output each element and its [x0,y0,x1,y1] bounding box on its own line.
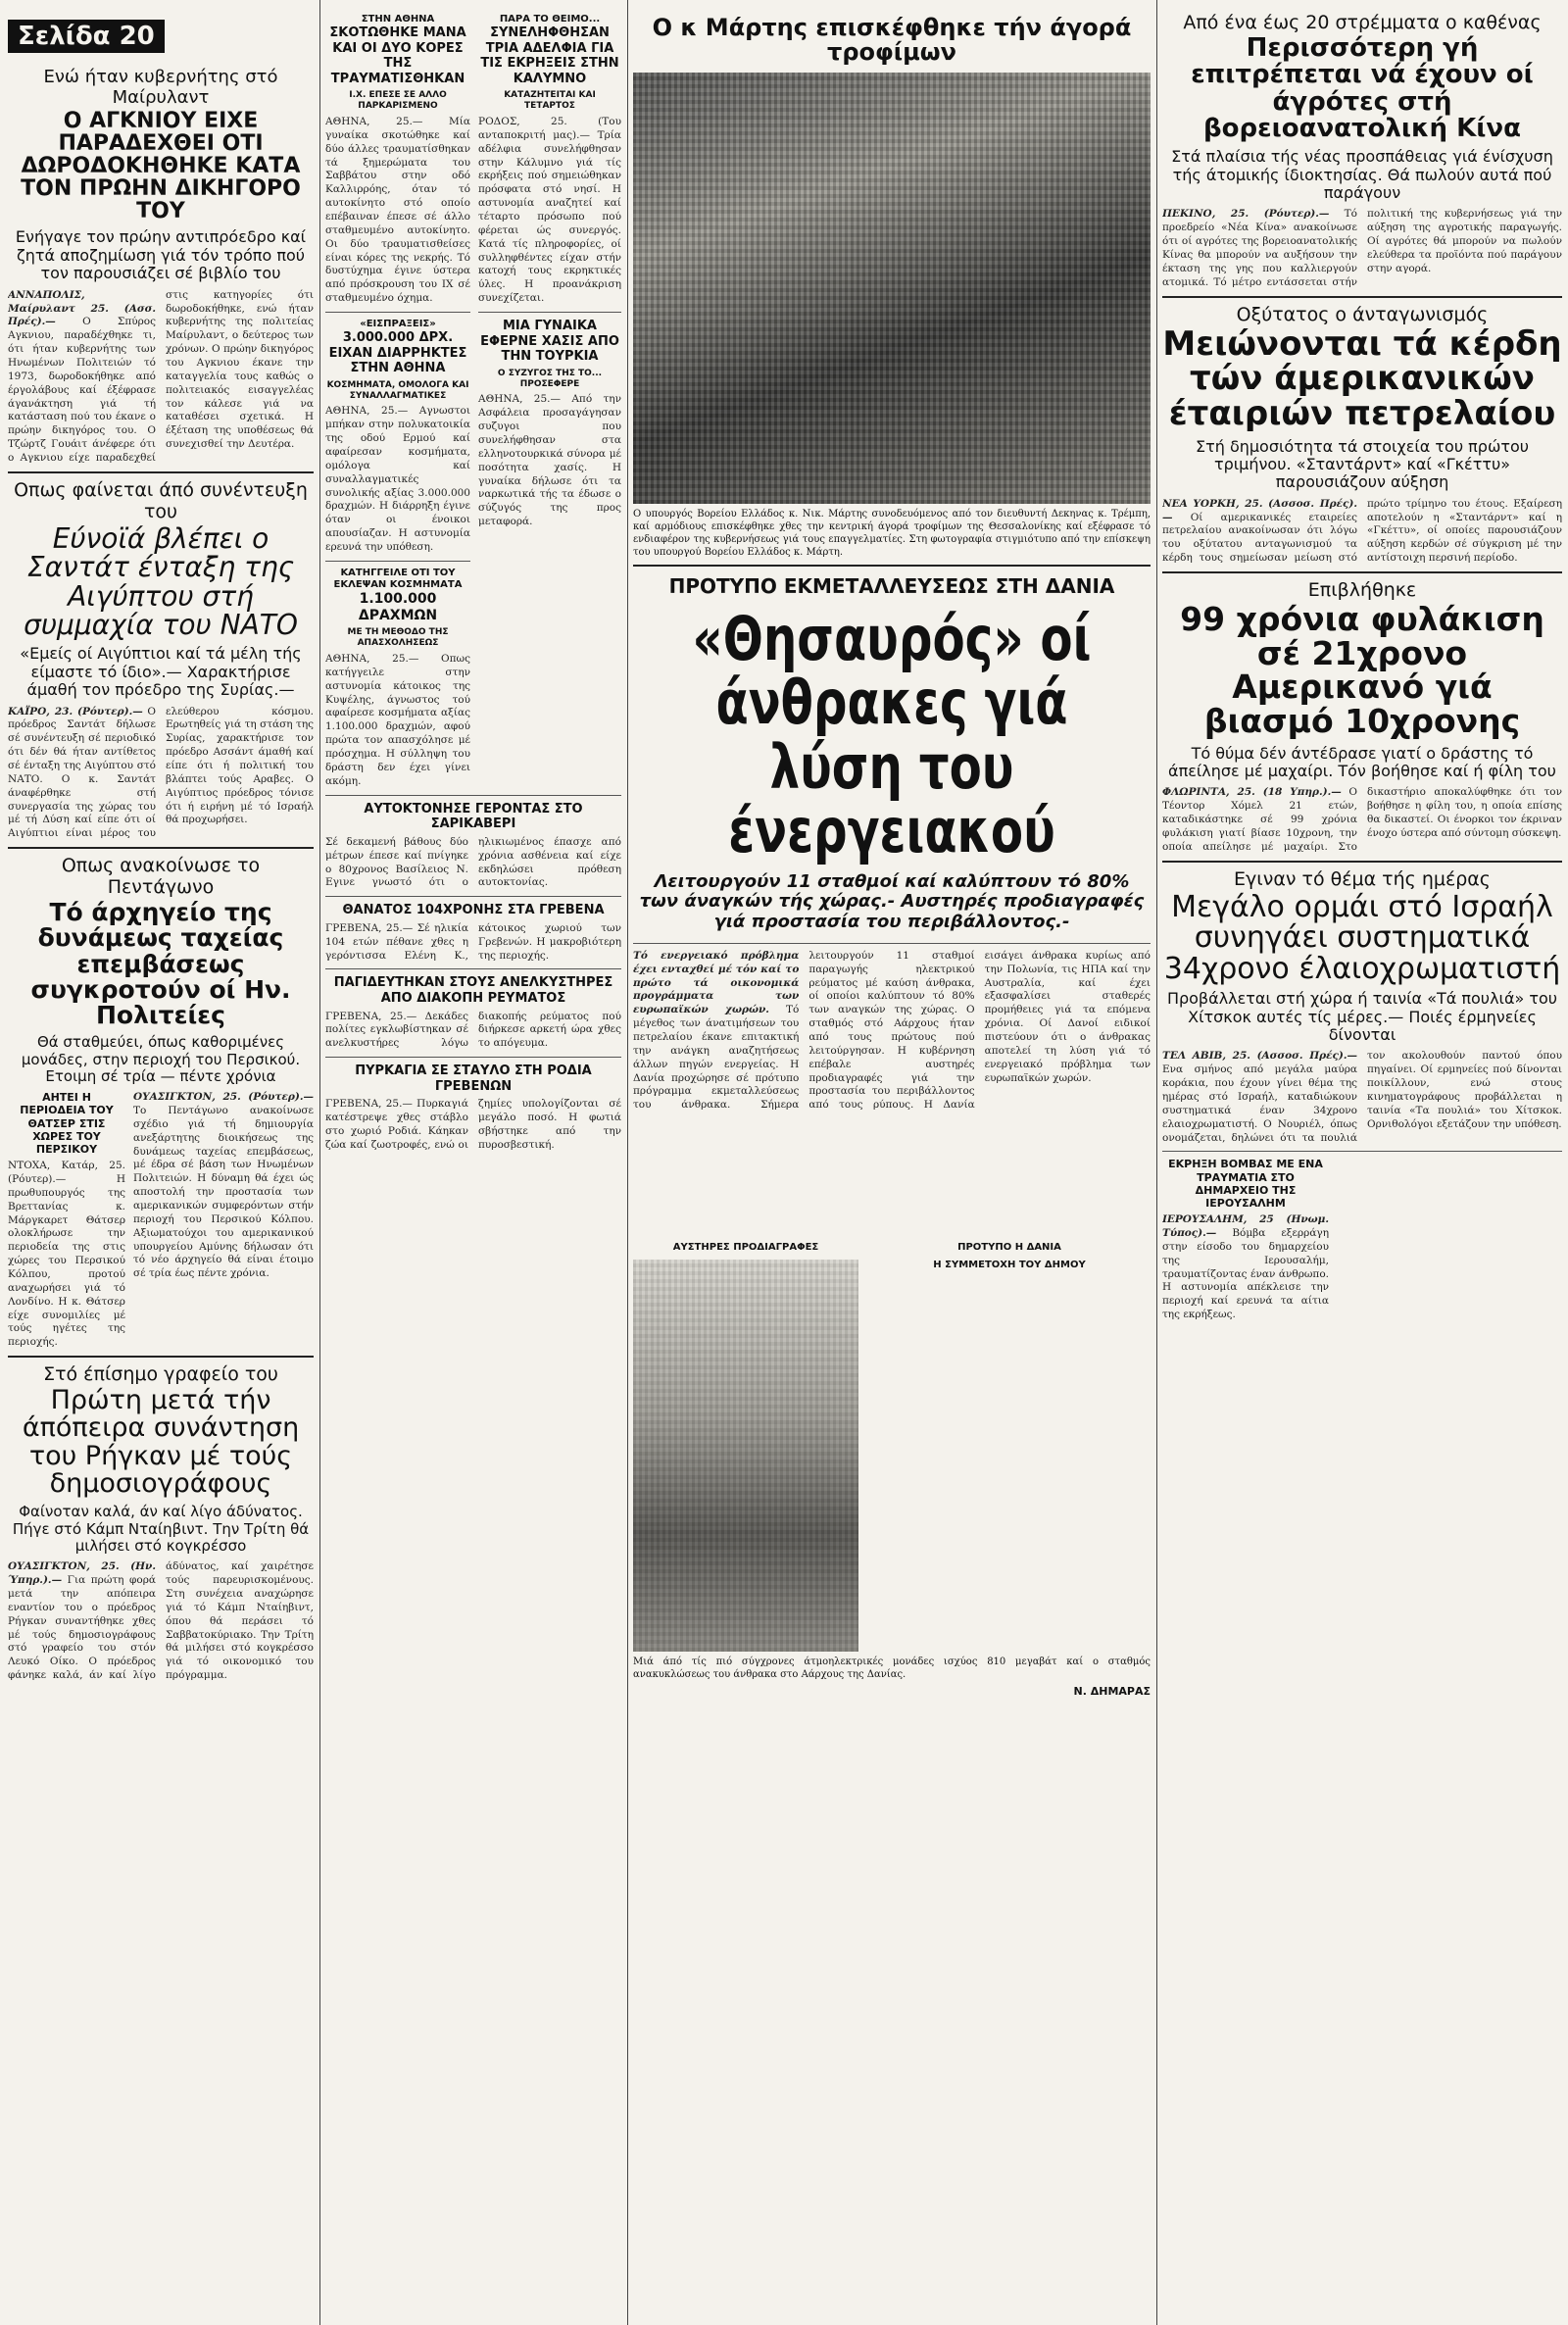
article-body: Τό προεδρείο «Νέα Κίνα» ανακοίνωσε ότι οί αγρότες της βορειοανατολικής Κίνας θα μπορούν να αυξήσουν την έκταση της γης που καλλιεργούν ατομικά. Τό μέτρο εντάσσεται στήν πολιτική της κυβερνήσεως γιά την αύξηση της αγροτικής παραγωγής. Οί αγρότες θά μπορούν να πωλούν ελεύθερα τα προϊόντα πού παράγουν στην αγορά. [1162,208,1562,288]
brief-body: ΑΘΗΝΑ, 25.— Μία γυναίκα σκοτώθηκε καί δύο άλλες τραυματίσθηκαν τά ξημερώματα του Σαββάτου στην οδό Καλλιρρόης, όταν τό αυτοκίνητο στό οποίο επέβαιναν έπεσε σέ άλλο σταθμευμένο αυτοκίνητο. Οι δύο τραυματισθείσες είναι κόρες της νεκρής. Τό δυστύχημα έγινε ύστερα από πρόσκρουση του ΙΧ σέ σταθμευμένο όχημα. [325,115,470,305]
article-kicker: Επιβλήθηκε [1307,579,1417,602]
article-kicker: Στό έπίσημο γραφείο του [43,1363,278,1386]
article-kicker: Οπως φαίνεται άπό συνέντευξη του [14,478,308,522]
brief-fire [325,1064,621,1153]
article-kicker: Εγιναν τό θέμα τής ημέρας [1234,867,1491,890]
article-dateline: ΝΕΑ ΥΟΡΚΗ, 25. (Ασσοσ. Πρές).— [1162,497,1357,523]
column-rule [1156,0,1157,2325]
article-headline: Περισσότερη γή επιτρέπεται νά έχουν οί άγρότες στή βορειοανατολική Κίνα [1191,33,1534,143]
article-dateline: ΦΛΩΡΙΝΤΑ, 25. (18 Υπηρ.).— [1162,786,1342,799]
article-body: Οί αμερικανικές εταιρείες πετρελαίου ανακοίνωσαν ότι λόγω του οξύτατου ανταγωνισμού τα κέρδη τους σημείωσαν μείωση στό πρώτο τρίμηνο του έτους. Εξαίρεση αποτελούν η «Σταντάρντ» καί η «Γκέττυ», οί οποίες παρουσιάζουν αύξηση κερδών σέ σύγκριση μέ την αντίστοιχη περσινή περίοδο. [1162,497,1562,565]
article-lead: Τό ενεργειακό πρόβλημα έχει ενταχθεί μέ τόν καί το πρώτο τά οικονομικά προγράμματα των ευρωπαϊκών χωρών. [633,949,800,1016]
article-deck: Στά πλαίσια τής νέας προσπάθειας γιά ένίσχυση τής άτομικής ίδιοκτησίας. Θά πωλούν αυτά πού παράγουν [1171,147,1553,202]
article-body: Ο πρόεδρος Σαντάτ δήλωσε σέ συνέντευξη σέ περιοδικό ότι δέν θά ήταν αντίθετος σέ ένταξη της Αιγύπτου στό ΝΑΤΟ. Ο κ. Σαντάτ άναφέρθηκε στή συνεργασία της χώρας του μέ τή Δύση καί είπε ότι οί Αιγύπτιοι είναι μέρος του ελεύθερου κόσμου. Ερωτηθείς γιά τη στάση της Συρίας, χαρακτήρισε τον πρόεδρο Ασσάντ άμαθή καί είπε ότι ή πολιτική του βλάπτει τούς Αραβες. Ο Αιγύπτιος πρόεδρος τόνισε ότι ή ειρήνη μέ τό Ισραήλ θά προχωρήσει. [8,705,314,840]
article-pentagon [8,855,314,1350]
brief-kicker: ΚΑΤΗΓΓΕΙΛΕ ΟΤΙ ΤΟΥ ΕΚΛΕΨΑΝ ΚΟΣΜΗΜΑΤΑ [333,567,463,590]
brief-body: ΓΡΕΒΕΝΑ, 25.— Δεκάδες πολίτες εγκλωβίστηκαν σέ ανελκυστήρες λόγω διακοπής ρεύματος πού διήρκεσε αρκετή ώρα χθες το απόγευμα. [325,1010,621,1050]
article-body: Τό μέγεθος των άνατιμήσεων του πετρελαίου έκανε επιτακτική την ανάγκη αναζητήσεως άλλων πηγών ενεργείας. Η Δανία προχώρησε σέ πρότυπο πρόγραμμα εκμεταλλεύσεως του άνθρακα. Σήμερα λειτουργούν 11 σταθμοί παραγωγής ηλεκτρικού ρεύματος μέ καύση άνθρακα, οί οποίοι καλύπτουν τό 80% των αναγκών της χώρας. Ο σταθμός στό Αάρχους ήταν από τους πρώτους πού λειτούργησαν. Η κυβέρνηση επέβαλε αυστηρές προδιαγραφές γιά την προστασία του περιβάλλοντος από τους ρύπους. Η Δανία εισάγει άνθρακα κυρίως από την Πολωνία, τις ΗΠΑ καί την Αυστραλία, καί έχει εξασφαλίσει σταθερές προμήθειες γιά τα επόμενα χρόνια. Οί Δανοί ειδικοί πιστεύουν ότι ο άνθρακας αποτελεί τη λύση γιά τό ενεργειακό πρόβλημα των ευρωπαϊκών χωρών. [633,949,1151,1112]
brief-headline: 1.100.000 ΔΡΑΧΜΩΝ [358,590,438,623]
brief-headline: ΑΥΤΟΚΤΟΝΗΣΕ ΓΕΡΟΝΤΑΣ ΣΤΟ ΣΑΡΙΚΑΒΕΡΙ [364,801,583,832]
photo-caption: Μιά άπό τίς πιό σύγχρονες άτμοηλεκτρικές μονάδες ισχύος 810 μεγαβάτ καί ο σταθμός ανακυκλώσεως του άνθρακα στο Αάρχους της Δανίας. [633,1656,1151,1680]
article-kicker: Ενώ ήταν κυβερνήτης στό Μαίρυλαντ [43,67,278,108]
article-headline: Ο κ Μάρτης επισκέφθηκε τήν άγορά τροφίμων [652,14,1132,67]
brief-body: Βόμβα εξερράγη στην είσοδο του δημαρχείου της Ιερουσαλήμ, τραυματίζοντας έναν άνθρωπο. Η αστυνομία απέκλεισε την περιοχή καί ερευνά τα αίτια της εκρήξεως. [1162,1226,1329,1321]
article-headline: Ο ΑΓΚΝΙΟΥ ΕΙΧΕ ΠΑΡΑΔΕΧΘΕΙ ΟΤΙ ΔΩΡΟΔΟΚΗΘΗΚΕ ΚΑΤΑ ΤΟΝ ΠΡΩΗΝ ΔΙΚΗΓΟΡΟ ΤΟΥ [21,109,301,224]
box-headline: ΑΗΤΕΙ Η ΠΕΡΙΟΔΕΙΑ ΤΟΥ ΘΑΤΣΕΡ ΣΤΙΣ ΧΩΡΕΣ ΤΟΥ ΠΕΡΣΙΚΟΥ [20,1091,114,1156]
brief-bomb [1162,1158,1329,1322]
brief-body: ΑΘΗΝΑ, 25.— Από την Ασφάλεια προσαγάγησαν συζυγοι που συνελήφθησαν στα ελληνοτουρκικά σύνορα μέ ποσότητα χασίς. Η γυναίκα δήλωσε ότι τα ναρκωτικά τής τα έδωσε ο σύζυγός της προς μεταφορά. [478,393,621,528]
brief-kalymnos [478,14,621,306]
brief-elevators [325,975,621,1051]
brief-headline: ΠΑΓΙΔΕΥΤΗΚΑΝ ΣΤΟΥΣ ΑΝΕΛΚΥΣΤΗΡΕΣ ΑΠΟ ΔΙΑΚΟΠΗ ΡΕΥΜΑΤΟΣ [333,975,613,1006]
article-kicker: Από ένα έως 20 στρέμματα ο καθένας [1183,12,1542,33]
article-headline: Μεγάλο ορμάι στό Ισραήλ συνηγάει συστηματικά 34χρονο έλαιοχρωματιστή [1163,889,1561,986]
article-headline: Εύνοϊά βλέπει ο Σαντάτ ένταξη της Αιγύπτου στή συμμαχία του ΝΑΤΟ [24,521,298,641]
section-divider [8,847,314,849]
brief-subhead: Ι.Χ. ΕΠΕΣΕ ΣΕ ΑΛΛΟ ΠΑΡΚΑΡΙΣΜΕΝΟ [349,90,447,112]
brief-headline: 3.000.000 ΔΡΧ. ΕΙΧΑΝ ΔΙΑΡΡΗΚΤΕΣ ΣΤΗΝ ΑΘΗΝΑ [328,330,467,376]
article-dateline: ΤΕΛ ΑΒΙΒ, 25. (Ασσοσ. Πρές).— [1162,1050,1357,1063]
brief-headline: ΘΑΝΑΤΟΣ 104ΧΡΟΝΗΣ ΣΤΑ ΓΡΕΒΕΝΑ [342,903,605,918]
article-deck: «Εμείς οί Αιγύπτιοι καί τά μέλη τής είμαστε τό ίδιο».— Χαρακτήρισε άμαθή τον πρόεδρο της Συρίας.— [20,644,302,700]
sidebar-box [8,1091,125,1350]
brief-body: ΑΘΗΝΑ, 25.— Οπως κατήγγειλε στην αστυνομία κάτοικος της Κυψέλης, άγνωστος τού αφαίρεσε κοσμήματα αξίας 1.100.000 δραχμών, αφού πρώτα τον απασχόλησε μέ πρόσχημα. Η σύλληψη του δράστη δεν έχει γίνει ακόμη. [325,653,470,787]
brief-jewels [325,568,470,789]
article-subhead: Η ΣΥΜΜΕΤΟΧΗ ΤΟΥ ΔΗΜΟΥ [933,1259,1086,1270]
column-1 [8,0,314,2325]
article-sentence [1162,579,1562,855]
box-body: ΝΤΟΧΑ, Κατάρ, 25. (Ρόυτερ).— Η πρωθυπουργός της Βρεττανίας κ. Μάργκαρετ Θάτσερ ολοκλήρωσε την περιοδεία της στις χώρες του Περσικού Κόλπου, προτού αναχωρήσει γιά τό Λονδίνο. Η κ. Θάτσερ είχε συνομιλίες μέ τούς ηγέτες της περιοχής. [8,1160,125,1349]
brief-body: ΡΟΔΟΣ, 25. (Του ανταποκριτή μας).— Τρία αδέλφια συνελήφθησαν στην Κάλυμνο γιά τίς εκρήξεις πού σημειώθηκαν πρόσφατα στό νησί. Η αστυνομία αναζητεί καί τέταρτο πρόσωπο πού φέρεται ώς συνεργός. Κατά τίς πληροφορίες, οί συλληφθέντες είχαν στήν κατοχή τους εκρηκτικές ύλες. Η προανάκριση συνεχίζεται. [478,115,621,305]
article-kicker: Οξύτατος ο άνταγωνισμός [1236,303,1489,325]
column-2 [325,0,621,2325]
article-body: Για πρώτη φορά μετά την απόπειρα εναντίον του ο πρόεδρος Ρήγκαν συναντήθηκε χθες μέ τούς δημοσιογράφους στό γραφείο του στόν Λευκό Οίκο. Ο πρόεδρος φάνηκε καλά, άν καί λίγο άδύνατος, καί χαιρέτησε τούς παρευρισκομένους. Στη συνέχεια αναχώρησε γιά τό Κάμπ Νταίηβιντ, όπου θά περάσει τό Σαββατοκύριακο. Την Τρίτη θά μιλήσει στό κογκρέσσο γιά τό οικονομικό του πρόγραμμα. [8,1560,314,1682]
section-divider [633,565,1151,567]
brief-dateline: ΙΕΡΟΥΣΑΛΗΜ, 25 (Ηνωμ. Τύπος).— [1162,1213,1329,1239]
brief-headline: ΣΥΝΕΛΗΦΘΗΣΑΝ ΤΡΙΑ ΑΔΕΛΦΙΑ ΓΙΑ ΤΙΣ ΕΚΡΗΞΕΙΣ ΣΤΗΝ ΚΑΛΥΜΝΟ [480,25,619,86]
article-reagan [8,1363,314,1683]
article-oil [1162,304,1562,567]
brief-body: ΓΡΕΒΕΝΑ, 25.— Πυρκαγιά κατέστρεψε χθες στάβλο στο χωριό Ροδιά. Κάηκαν ζώα καί ζωοτροφές, ενώ οι ζημίες υπολογίζονται σέ μεγάλο ποσό. Η φωτιά σβήστηκε από την πυροσβεστική. [325,1098,621,1151]
article-dateline: ΚΑΪΡΟ, 23. (Ρόυτερ).— [8,705,143,717]
column-rule [319,0,320,2325]
brief-subhead: ΚΟΣΜΗΜΑΤΑ, ΟΜΟΛΟΓΑ ΚΑΙ ΣΥΝΑΛΛΑΓΜΑΤΙΚΕΣ [326,379,469,401]
brief-kicker: ΠΑΡΑ ΤΟ ΘΕΙΜΟ... [499,14,601,25]
brief-suicide [325,802,621,891]
brief-robbery [325,319,470,555]
section-divider [1162,861,1562,863]
column-4 [1162,0,1562,2325]
brief-accident [325,14,470,306]
page-number-label: Σελίδα 20 [8,20,165,53]
market-crowd-photo [633,73,1151,504]
article-china [1162,12,1562,290]
article-headline: «Θησαυρός» οί άνθρακες γιά λύση του ένεργειακού [692,603,1092,866]
brief-subhead: Ο ΣΥΖΥΓΟΣ ΤΗΣ ΤΟ... ΠΡΟΣΕΦΕΡΕ [497,368,603,389]
article-denmark-coal [633,576,1151,1697]
article-headline: Μειώνονται τά κέρδη τών άμερικανικών έταιριών πετρελαίου [1162,323,1562,433]
article-kicker: Οπως ανακοίνωσε το Πεντάγωνο [61,855,261,899]
brief-body: ΓΡΕΒΕΝΑ, 25.— Σέ ηλικία 104 ετών πέθανε χθες η γερόντισσα Ελένη Κ., κάτοικος χωριού των Γρεβενών. Η μακροβιότερη της περιοχής. [325,921,621,962]
article-agnew [8,67,314,466]
brief-body: Σέ δεκαμενή βάθους δύο μέτρων έπεσε καί πνίγηκε ο 80χρονος Βασίλειος Ν. Εγινε γνωστό ότι ο ηλικιωμένος έπασχε από χρόνια ασθένεια καί είχε εκδηλώσει πρόθεση αυτοκτονίας. [325,835,621,889]
article-body: Ο Σπύρος Αγκνιου, παραδέχθηκε τι, ότι ήταν κυβερνήτης των Ηνωμένων Πολιτειών τό 1973, δωροδοκήθηκε από έργολάβους καί έξέφρασε άγανάκτηση γιά τή κατάσταση πού του έκανε ο πρώην δικηγόρος του. Ο Τζώρτζ Γουάιτ άνέφερε ότι ο Αγκνιου είχε παραδεχθεί στις κατηγορίες ότι δωροδοκήθηκε, ενώ ήταν κυβερνήτης της πολιτείας Μαίρυλαντ, ο δεύτερος των χρόνων. Ο πρώην δικηγόρος του Αγκνιου έκανε την καταγγελία τους καθώς ο πολιτειακός εισαγγελέας τον κάλεσε γιά να καταθέσει σχετικά. Η έξέταση της υποθέσεως θά συνεχισθεί την Δευτέρα. [8,288,314,464]
column-rule [627,0,628,2325]
article-deck: Λειτουργούν 11 σταθμοί καί καλύπτουν τό 80% των άναγκών τής χώρας.- Αυστηρές προδιαγραφές γιά προστασία του περιβάλλοντος.- [639,870,1145,933]
article-sadat [8,479,314,841]
column-3 [633,0,1151,2325]
article-dateline: ΠΕΚΙΝΟ, 25. (Ρόυτερ).— [1162,208,1330,221]
article-body: Ο Τέοντορ Χόμελ 21 ετών, καταδικάστηκε σέ 99 χρόνια φυλάκιση γιατί βίασε 10χρονη, την οποία απείλησε μέ μαχαίρι. Στο δικαστήριο αποκαλύφθηκε ότι τον βοήθησε η φίλη του, η οποία επίσης θα δικαστεί. Οι ένορκοι τον έκριναν ένοχο ύστερα από σύντομη σύσκεψη. [1162,786,1562,853]
article-dateline: ΑΝΝΑΠΟΛΙΣ, Μαίρυλαντ 25. (Ασσ. Πρές).— [8,288,156,328]
article-crows [1162,868,1562,1146]
article-subhead: ΑΥΣΤΗΡΕΣ ΠΡΟΔΙΑΓΡΑΦΕΣ [672,1241,819,1253]
brief-hashish [478,319,621,529]
article-martis [633,16,1151,559]
article-kicker: ΠΡΟΤΥΠΟ ΕΚΜΕΤΑΛΛΕΥΣΕΩΣ ΣΤΗ ΔΑΝΙΑ [668,574,1115,599]
article-subhead: ΠΡΟΤΥΠΟ Η ΔΑΝΙΑ [957,1241,1061,1253]
brief-death [325,903,621,963]
article-deck: Ενήγαγε τον πρώην αντιπρόεδρο καί ζητά αποζημίωση γιά τόν τρόπο πού τον παρουσιάζει σέ βιβλίο του [15,227,307,283]
power-plant-photo [633,1260,858,1652]
article-deck: Τό θύμα δέν άντέδρασε γιατί ο δράστης τό άπείλησε μέ μαχαίρι. Τόν βοήθησε καί ή φίλη του [1168,743,1556,780]
section-divider [8,1356,314,1358]
article-deck: Στή δημοσιότητα τά στοιχεία του πρώτου τριμήνου. «Σταντάρντ» καί «Γκέττυ» παρουσιάζουν αύξηση [1195,436,1530,492]
article-dateline: ΟΥΑΣΙΓΚΤΟΝ, 25. (Ην. Ύπηρ.).— [8,1560,156,1587]
brief-kicker: ΣΤΗΝ ΑΘΗΝΑ [361,14,435,25]
brief-headline: ΕΚΡΗΞΗ ΒΟΜΒΑΣ ΜΕ ΕΝΑ ΤΡΑΥΜΑΤΙΑ ΣΤΟ ΔΗΜΑΡΧΕΙΟ ΤΗΣ ΙΕΡΟΥΣΑΛΗΜ [1168,1158,1323,1210]
article-headline: 99 χρόνια φυλάκιση σέ 21χρονο Αμερικανό γιά βιασμό 10χρονης [1180,600,1544,740]
brief-subhead: ΚΑΤΑΖΗΤΕΙΤΑΙ ΚΑΙ ΤΕΤΑΡΤΟΣ [504,90,596,112]
article-body: Ενα σμήνος από μεγάλα μαύρα κοράκια, που έχουν γίνει θέμα της ημέρας στό Ισραήλ, καταδιώκουν συστηματικά έναν 34χρονο ελαιοχρωματιστή. Ο Νουριέλ, όπως ονομάζεται, δηλώνει ότι τα πουλιά τον ακολουθούν παντού όπου πηγαίνει. Οί ερμηνείες πού δίνονται ποικίλλουν, ενώ στους κινηματογράφους προβάλλεται η ταινία «Τα πουλιά» του Χίτσκοκ. Ορνιθολόγοι εξετάζουν την υπόθεση. [1162,1050,1562,1144]
article-body: Το Πεντάγωνο ανακοίνωσε σχέδιο γιά τή δημιουργία ανεξάρτητης διοικήσεως της δυνάμεως ταχείας επεμβάσεως, μέ έδρα σέ βάση των Ηνωμένων Πολιτειών. Η δύναμη θά έχει ώς αποστολή την προστασία των αμερικανικών συμφερόντων στήν περιοχή του Περσικού Κόλπου. Αξιωματούχοι του αμερικανικού υπουργείου Αμύνης δήλωσαν ότι τό νέο άρχηγείο θά είναι έτοιμο σέ τρία έως πέντε χρόνια. [133,1105,314,1280]
brief-headline: ΠΥΡΚΑΓΙΑ ΣΕ ΣΤΑΥΛΟ ΣΤΗ ΡΟΔΙΑ ΓΡΕΒΕΝΩΝ [355,1064,592,1094]
brief-headline: ΣΚΟΤΩΘΗΚΕ ΜΑΝΑ ΚΑΙ ΟΙ ΔΥΟ ΚΟΡΕΣ ΤΗΣ ΤΡΑΥΜΑΤΙΣΘΗΚΑΝ [329,25,466,86]
brief-body: ΑΘΗΝΑ, 25.— Αγνωστοι μπήκαν στην πολυκατοικία της οδού Ερμού καί αφαίρεσαν κοσμήματα, ομόλογα καί συναλλαγματικές συνολικής αξίας 3.000.000 δραχμών. Η διάρρηξη έγινε όταν οι ένοικοι απουσίαζαν. Η αστυνομία ερευνά την υπόθεση. [325,405,470,553]
article-headline: Πρώτη μετά τήν άπόπειρα συνάντηση του Ρήγκαν μέ τούς δημοσιογράφους [22,1385,300,1500]
brief-headline: ΜΙΑ ΓΥΝΑΙΚΑ ΕΦΕΡΝΕ ΧΑΣΙΣ ΑΠΟ ΤΗΝ ΤΟΥΡΚΙΑ [480,319,619,365]
photo-caption: Ο υπουργός Βορείου Ελλάδος κ. Νικ. Μάρτης συνοδευόμενος από τον διευθυντή Δεκηνας κ. Τρέμπη, καί αρμόδιους επισκέφθηκε χθες την κεντρική άγορά τροφίμων της Θεσσαλονίκης καί εξέφρασε τό ενδιαφέρον της κυβερνήσεως γιά τους επαγγελματίες. Στη φωτογραφία στιγμιότυπο από την επίσκεψη του υπουργού Βορείου Ελλάδος κ. Μάρτη. [633,509,1151,559]
article-deck: Προβάλλεται στή χώρα ή ταινία «Τά πουλιά» του Χίτσκοκ αυτές τίς μέρες.— Ποιές έρμηνείες δίνονται [1166,989,1558,1044]
author-signature: Ν. ΔΗΜΑΡΑΣ [1073,1684,1151,1698]
section-divider [1162,571,1562,573]
article-deck: Θά σταθμεύει, όπως καθοριμένες μονάδες, στην περιοχή του Περσικού. Ετοιμη σέ τρία — πέντε χρόνια [21,1033,301,1085]
brief-subhead: ΜΕ ΤΗ ΜΕΘΟΔΟ ΤΗΣ ΑΠΑΣΧΟΛΗΣΕΩΣ [347,627,449,649]
article-deck: Φαίνοταν καλά, άν καί λίγο άδύνατος. Πήγε στό Κάμπ Νταίηβιντ. Την Τρίτη θά μιλήσει στό κογκρέσσο [12,1503,310,1555]
section-divider [1162,296,1562,298]
section-divider [8,471,314,473]
article-headline: Τό άρχηγείο της δυνάμεως ταχείας επεμβάσεως συγκροτούν οί Ην. Πολιτείες [30,898,291,1030]
article-dateline: ΟΥΑΣΙΓΚΤΟΝ, 25. (Ρόυτερ).— [133,1091,314,1104]
brief-kicker: «ΕΙΣΠΡΑΞΕΙΣ» [360,319,436,329]
